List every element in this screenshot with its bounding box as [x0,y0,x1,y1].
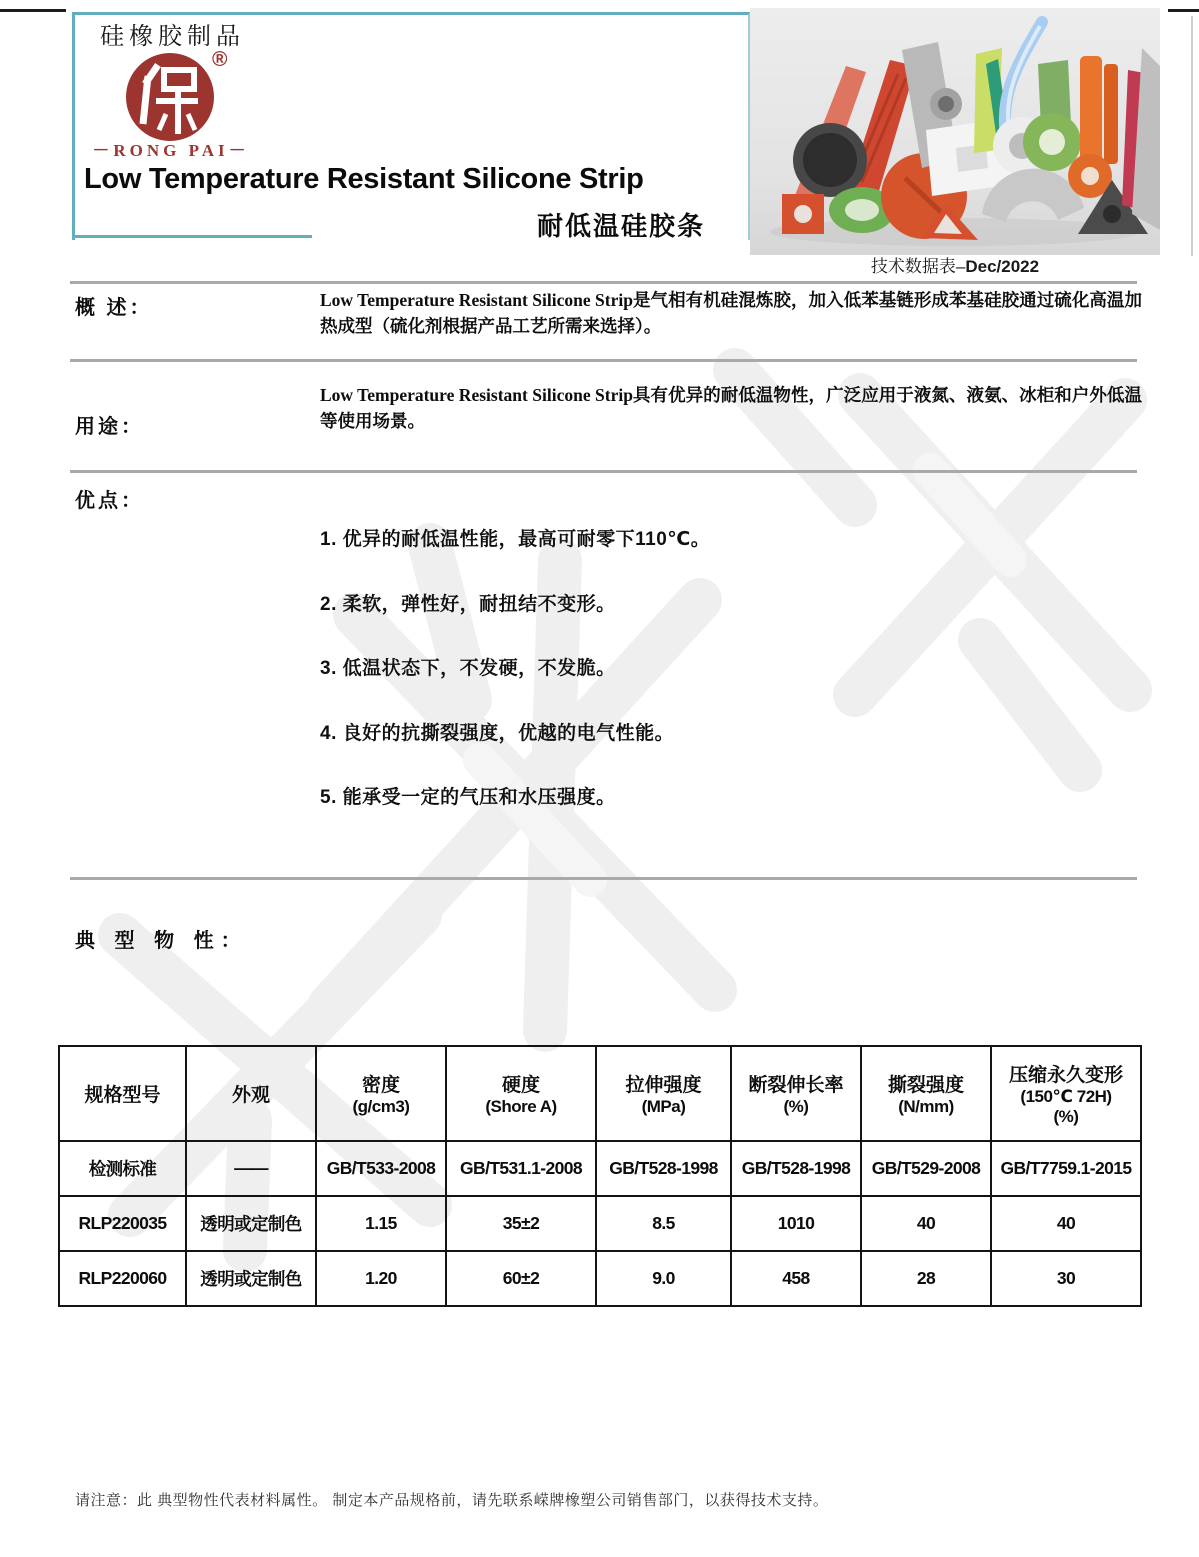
table-cell: —— [186,1141,316,1196]
table-cell: 40 [991,1196,1141,1251]
table-header-cell: 规格型号 [59,1046,186,1141]
table-row [59,1251,1141,1306]
overview-label: 概 述： [75,297,153,319]
table-cell: RLP220060 [59,1251,186,1306]
overview-text [320,287,1142,339]
table-row [59,1141,1141,1196]
advantages-list [320,524,1020,847]
table-cell: 1.15 [316,1196,446,1251]
properties-table [58,1045,1142,1307]
table-cell: 28 [861,1251,991,1306]
properties-heading: 典 型 物 性： [75,930,248,952]
table-header-cell: 压缩永久变形 (150℃ 72H) (%) [991,1046,1141,1141]
overview-lead-en: Low Temperature Resistant Silicone Strip [320,290,633,310]
table-header-cell: 撕裂强度 (N/mm) [861,1046,991,1141]
usage-label: 用途： [75,416,144,438]
table-body [59,1141,1141,1306]
table-header-cell: 断裂伸长率 (%) [731,1046,861,1141]
product-title-zh: 耐低温硅胶条 [536,211,705,241]
table-header-cell: 密度 (g/cm3) [316,1046,446,1141]
registered-trademark-icon: ® [212,48,228,71]
header-underline [72,235,312,238]
table-cell: GB/T528-1998 [596,1141,731,1196]
top-right-rule [1168,9,1199,12]
advantage-item: 1. 优异的耐低温性能，最高可耐零下110℃。 [320,529,711,550]
brand-name: －RONG PAI－ [92,141,250,160]
table-cell: 60±2 [446,1251,596,1306]
table-row [59,1196,1141,1251]
separator-line [70,470,1137,473]
usage-text-zh: 具有优异的耐低温物性，广泛应用于液氮、液氨、冰柜和户外低温等使用场景。 [320,385,1142,431]
advantage-item: 4. 良好的抗撕裂强度，优越的电气性能。 [320,722,675,744]
top-left-rule [0,9,66,12]
table-header-row [59,1046,1141,1141]
caption-date: Dec/2022 [965,257,1040,276]
table-cell: 8.5 [596,1196,731,1251]
table-cell: RLP220035 [59,1196,186,1251]
advantage-item: 2. 柔软，弹性好，耐扭结不变形。 [320,593,616,615]
caption-prefix: 技术数据表– [870,257,966,276]
table-header-cell: 外观 [186,1046,316,1141]
table-cell: 458 [731,1251,861,1306]
product-photo [750,8,1160,255]
advantage-item: 5. 能承受一定的气压和水压强度。 [320,787,616,808]
table-cell: GB/T7759.1-2015 [991,1141,1141,1196]
table-cell: GB/T528-1998 [731,1141,861,1196]
table-cell: 透明或定制色 [186,1196,316,1251]
table-cell: 1.20 [316,1251,446,1306]
product-title-en: Low Temperature Resistant Silicone Strip [84,163,644,195]
table-cell: GB/T533-2008 [316,1141,446,1196]
separator-line [70,359,1137,362]
advantages-label: 优点： [75,490,144,512]
right-edge-line [1191,16,1193,256]
table-cell: 9.0 [596,1251,731,1306]
usage-lead-en: Low Temperature Resistant Silicone Strip [320,385,633,405]
footer-note: 请注意：此 典型物性代表材料属性。 制定本产品规格前，请先联系嵘牌橡塑公司销售部门，以获得技术支持。 [75,1492,829,1509]
table-header-cell: 拉伸强度 (MPa) [596,1046,731,1141]
table-cell: 1010 [731,1196,861,1251]
table-cell: GB/T531.1-2008 [446,1141,596,1196]
advantage-item: 3. 低温状态下，不发硬，不发脆。 [320,658,616,679]
separator-line [70,281,1137,284]
silicone-strips-photo [750,8,1160,255]
overview-text-zh: 是气相有机硅混炼胶，加入低苯基链形成苯基硅胶通过硫化高温加热成型（硫化剂根据产品工艺所需来选择）。 [320,290,1142,336]
company-tagline: 硅橡胶制品 [100,23,245,50]
datasheet-caption [790,252,1120,277]
table-cell: 35±2 [446,1196,596,1251]
table-cell: 30 [991,1251,1141,1306]
table-cell: GB/T529-2008 [861,1141,991,1196]
table-cell: 检测标准 [59,1141,186,1196]
table-cell: 透明或定制色 [186,1251,316,1306]
table-cell: 40 [861,1196,991,1251]
separator-line [70,877,1137,880]
usage-text [320,382,1142,434]
table-header-cell: 硬度 (Shore A) [446,1046,596,1141]
